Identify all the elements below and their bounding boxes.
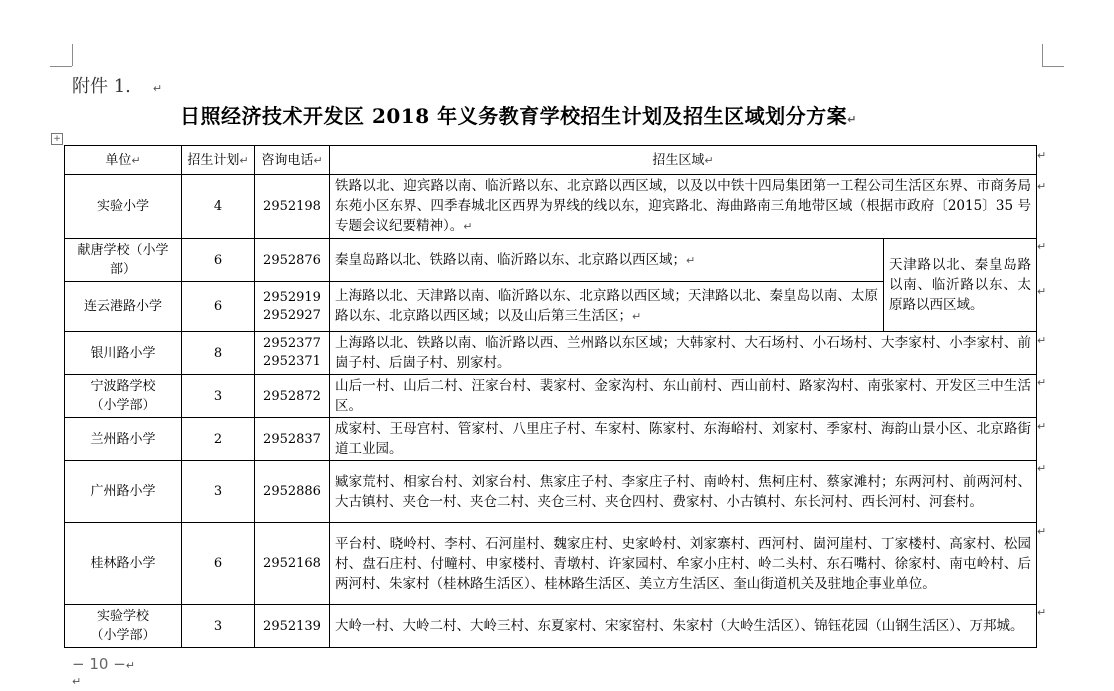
row-end-mark-icon: ↵ (1037, 606, 1047, 619)
phone-cell: 2952168 (255, 523, 330, 605)
paragraph-mark-icon: ↵ (152, 82, 163, 95)
unit-cell: 实验学校（小学部） (65, 605, 182, 648)
plan-cell: 8 (182, 332, 255, 375)
area-cell: 上海路以北、天津路以南、临沂路以东、北京路以西区域；天津路以北、秦皇岛以南、太原路以东、北京路以西区域；以及山后第三生活区；↵ (330, 282, 884, 332)
attachment-label (72, 72, 162, 98)
phone-cell: 2952886 (255, 461, 330, 523)
paragraph-mark-icon: ↵ (847, 113, 857, 126)
area-cell: 铁路以北、迎宾路以南、临沂路以东、北京路以西区域，以及以中铁十四局集团第一工程公司生活区东界、市商务局东苑小区东界、四季春城北区西界为界线的线以东，迎宾路北、海曲路南三角地带区域（根据市政府〔2015〕35 号专题会议纪要精神）。↵ (330, 175, 1037, 239)
unit-cell: 实验小学 (65, 175, 182, 239)
plan-cell: 3 (182, 605, 255, 648)
row-end-mark-icon: ↵ (1037, 525, 1047, 538)
area-cell: 上海路以北、铁路以南、临沂路以西、兰州路以东区域；大韩家村、大石场村、小石场村、大李家村、小李家村、前崮子村、后崮子村、别家村。 (330, 332, 1037, 375)
area-cell: 臧家荒村、相家台村、刘家台村、焦家庄子村、李家庄子村、南岭村、焦柯庄村、蔡家滩村；东两河村、前两河村、大古镇村、夹仓一村、夹仓二村、夹仓三村、夹仓四村、费家村、小古镇村、东长河村、西长河村、河套村。 (330, 461, 1037, 523)
plan-cell: 4 (182, 175, 255, 239)
table-row (65, 461, 1037, 523)
plan-cell: 3 (182, 375, 255, 418)
table-row (65, 375, 1037, 418)
phone-cell: 2952872 (255, 375, 330, 418)
paragraph-mark-icon: ↵ (72, 675, 82, 688)
plan-cell: 3 (182, 461, 255, 523)
crop-mark-top-left (72, 44, 73, 66)
page-number: − 10 −↵ (72, 655, 135, 673)
column-header-plan: 招生计划↵ (182, 146, 255, 175)
column-header-unit: 单位↵ (65, 146, 182, 175)
row-end-mark-icon: ↵ (1037, 180, 1047, 193)
row-end-mark-icon: ↵ (1037, 420, 1047, 433)
document-title (180, 100, 857, 129)
table-header-row (65, 146, 1037, 175)
plan-cell: 6 (182, 239, 255, 282)
table-row (65, 523, 1037, 605)
phone-cell: 2952919 2952927 (255, 282, 330, 332)
column-header-phone: 咨询电话↵ (255, 146, 330, 175)
title-text: 日照经济技术开发区 2018 年义务教育学校招生计划及招生区域划分方案 (180, 104, 848, 128)
phone-cell: 2952876 (255, 239, 330, 282)
crop-mark-top-left-h (50, 66, 72, 67)
plan-cell: 6 (182, 523, 255, 605)
row-end-mark-icon: ↵ (1037, 240, 1047, 253)
unit-cell: 银川路小学 (65, 332, 182, 375)
table-row (65, 239, 1037, 282)
shared-area-cell: 天津路以北、秦皇岛路以南、临沂路以东、太原路以西区域。 (884, 239, 1037, 332)
unit-cell: 兰州路小学 (65, 418, 182, 461)
area-cell: 成家村、王母宫村、管家村、八里庄子村、车家村、陈家村、东海峪村、刘家村、季家村、海韵山景小区、北京路街道工业园。 (330, 418, 1037, 461)
table-row (65, 418, 1037, 461)
unit-cell: 献唐学校（小学部） (65, 239, 182, 282)
attachment-text: 附件 1. (72, 76, 131, 97)
plan-cell: 6 (182, 282, 255, 332)
row-end-mark-icon: ↵ (1037, 285, 1047, 298)
area-cell: 山后一村、山后二村、汪家台村、裴家村、金家沟村、东山前村、西山前村、路家沟村、南张家村、开发区三中生活区。 (330, 375, 1037, 418)
column-header-area: 招生区域↵ (330, 146, 1037, 175)
area-cell: 秦皇岛路以北、铁路以南、临沂路以东、北京路以西区域；↵ (330, 239, 884, 282)
area-cell: 大岭一村、大岭二村、大岭三村、东夏家村、宋家窑村、朱家村（大岭生活区）、锦钰花园（山钢生活区）、万邦城。 (330, 605, 1037, 648)
row-end-mark-icon: ↵ (1037, 376, 1047, 389)
crop-mark-top-right-h (1042, 66, 1064, 67)
unit-cell: 广州路小学 (65, 461, 182, 523)
row-end-mark-icon: ↵ (1037, 149, 1047, 162)
unit-cell: 连云港路小学 (65, 282, 182, 332)
table-row (65, 175, 1037, 239)
unit-cell: 宁波路学校（小学部） (65, 375, 182, 418)
crop-mark-top-right (1042, 44, 1043, 66)
row-end-mark-icon: ↵ (1037, 334, 1047, 347)
unit-cell: 桂林路小学 (65, 523, 182, 605)
phone-cell: 2952198 (255, 175, 330, 239)
phone-cell: 2952837 (255, 418, 330, 461)
table-row (65, 332, 1037, 375)
area-cell: 平台村、晓岭村、李村、石河崖村、魏家庄村、史家岭村、刘家寨村、西河村、崮河崖村、丁家楼村、高家村、松园村、盘石庄村、付疃村、申家楼村、青墩村、许家园村、牟家小庄村、岭二头村、东石嘴村、徐家村、南屯岭村、后两河村、朱家村（桂林路生活区）、桂林路生活区、美立方生活区、奎山街道机关及驻地企事业单位。 (330, 523, 1037, 605)
row-end-mark-icon: ↵ (1037, 462, 1047, 475)
enrollment-table (64, 145, 1037, 648)
phone-cell: 2952377 2952371 (255, 332, 330, 375)
phone-cell: 2952139 (255, 605, 330, 648)
plan-cell: 2 (182, 418, 255, 461)
table-row (65, 605, 1037, 648)
move-handle-icon[interactable]: + (51, 133, 63, 145)
